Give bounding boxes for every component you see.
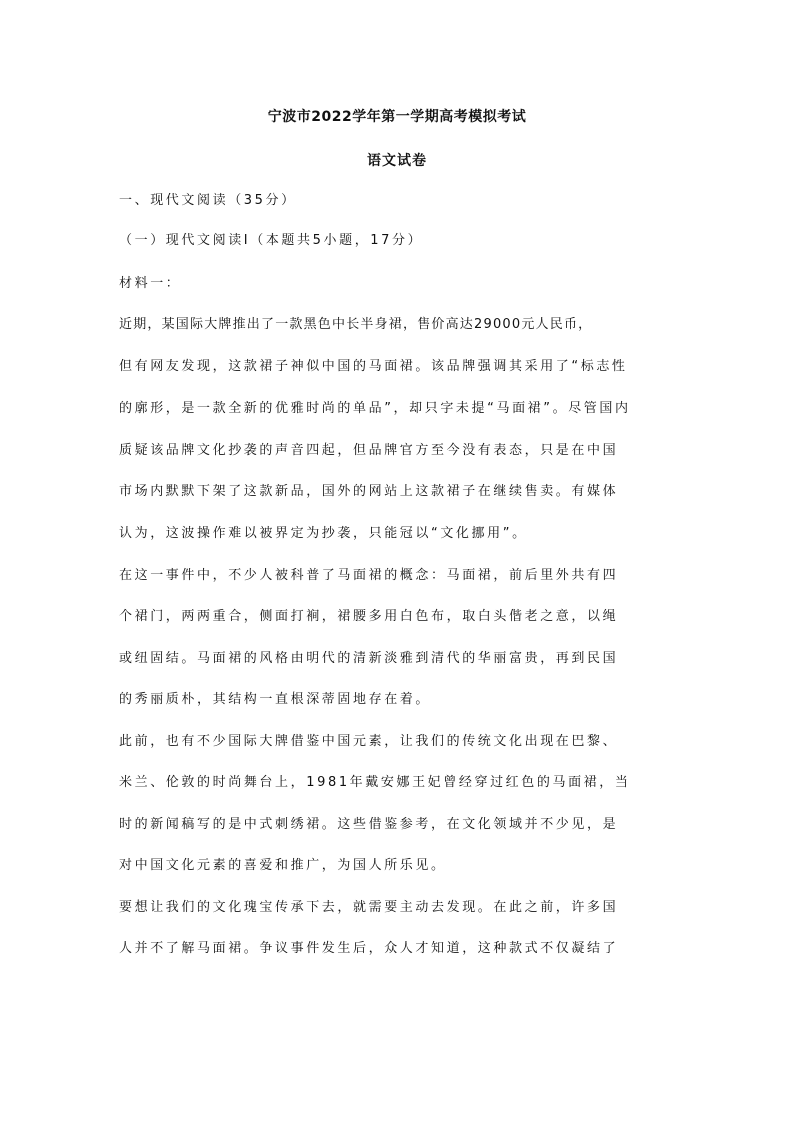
material-label: 材料一： [119, 276, 182, 291]
paragraph-line: 要想让我们的文化瑰宝传承下去，就需要主动去发现。在此之前，许多国 [119, 900, 619, 915]
subsection-heading: （一）现代文阅读Ⅰ（本题共5小题，17分） [119, 233, 424, 248]
paragraph-line: 此前，也有不少国际大牌借鉴中国元素，让我们的传统文化出现在巴黎、 [119, 734, 619, 749]
paragraph-line: 米兰、伦敦的时尚舞台上，1981年戴安娜王妃曾经穿过红色的马面裙，当 [119, 775, 631, 790]
paragraph-line: 时的新闻稿写的是中式刺绣裙。这些借鉴参考，在文化领域并不少见，是 [119, 817, 619, 832]
paragraph-line: 市场内默默下架了这款新品，国外的网站上这款裙子在继续售卖。有媒体 [119, 484, 619, 499]
paragraph-line: 的秀丽质朴，其结构一直根深蒂固地存在着。 [119, 692, 432, 707]
paragraph-line: 人并不了解马面裙。争议事件发生后，众人才知道，这种款式不仅凝结了 [119, 941, 619, 956]
paragraph-line: 对中国文化元素的喜爱和推广，为国人所乐见。 [119, 858, 447, 873]
paragraph-line: 个裙门，两两重合，侧面打裥，裙腰多用白色布，取白头偕老之意，以绳 [119, 609, 619, 624]
paragraph-line: 但有网友发现，这款裙子神似中国的马面裙。该品牌强调其采用了“标志性 [119, 359, 628, 374]
page-title: 宁波市2022学年第一学期高考模拟考试 [267, 109, 527, 125]
section-heading: 一、现代文阅读（35分） [119, 193, 297, 208]
paragraph-line: 近期，某国际大牌推出了一款黑色中长半身裙，售价高达29000元人民币， [119, 317, 593, 332]
paragraph-line: 或纽固结。马面裙的风格由明代的清新淡雅到清代的华丽富贵，再到民国 [119, 651, 619, 666]
page-subtitle: 语文试卷 [367, 153, 427, 169]
paragraph-line: 的廓形，是一款全新的优雅时尚的单品”，却只字未提“马面裙”。尽管国内 [119, 401, 631, 416]
paragraph-line: 质疑该品牌文化抄袭的声音四起，但品牌官方至今没有表态，只是在中国 [119, 443, 619, 458]
paragraph-line: 认为，这波操作难以被界定为抄袭，只能冠以“文化挪用”。 [119, 526, 528, 541]
paragraph-line: 在这一事件中，不少人被科普了马面裙的概念：马面裙，前后里外共有四 [119, 568, 619, 583]
